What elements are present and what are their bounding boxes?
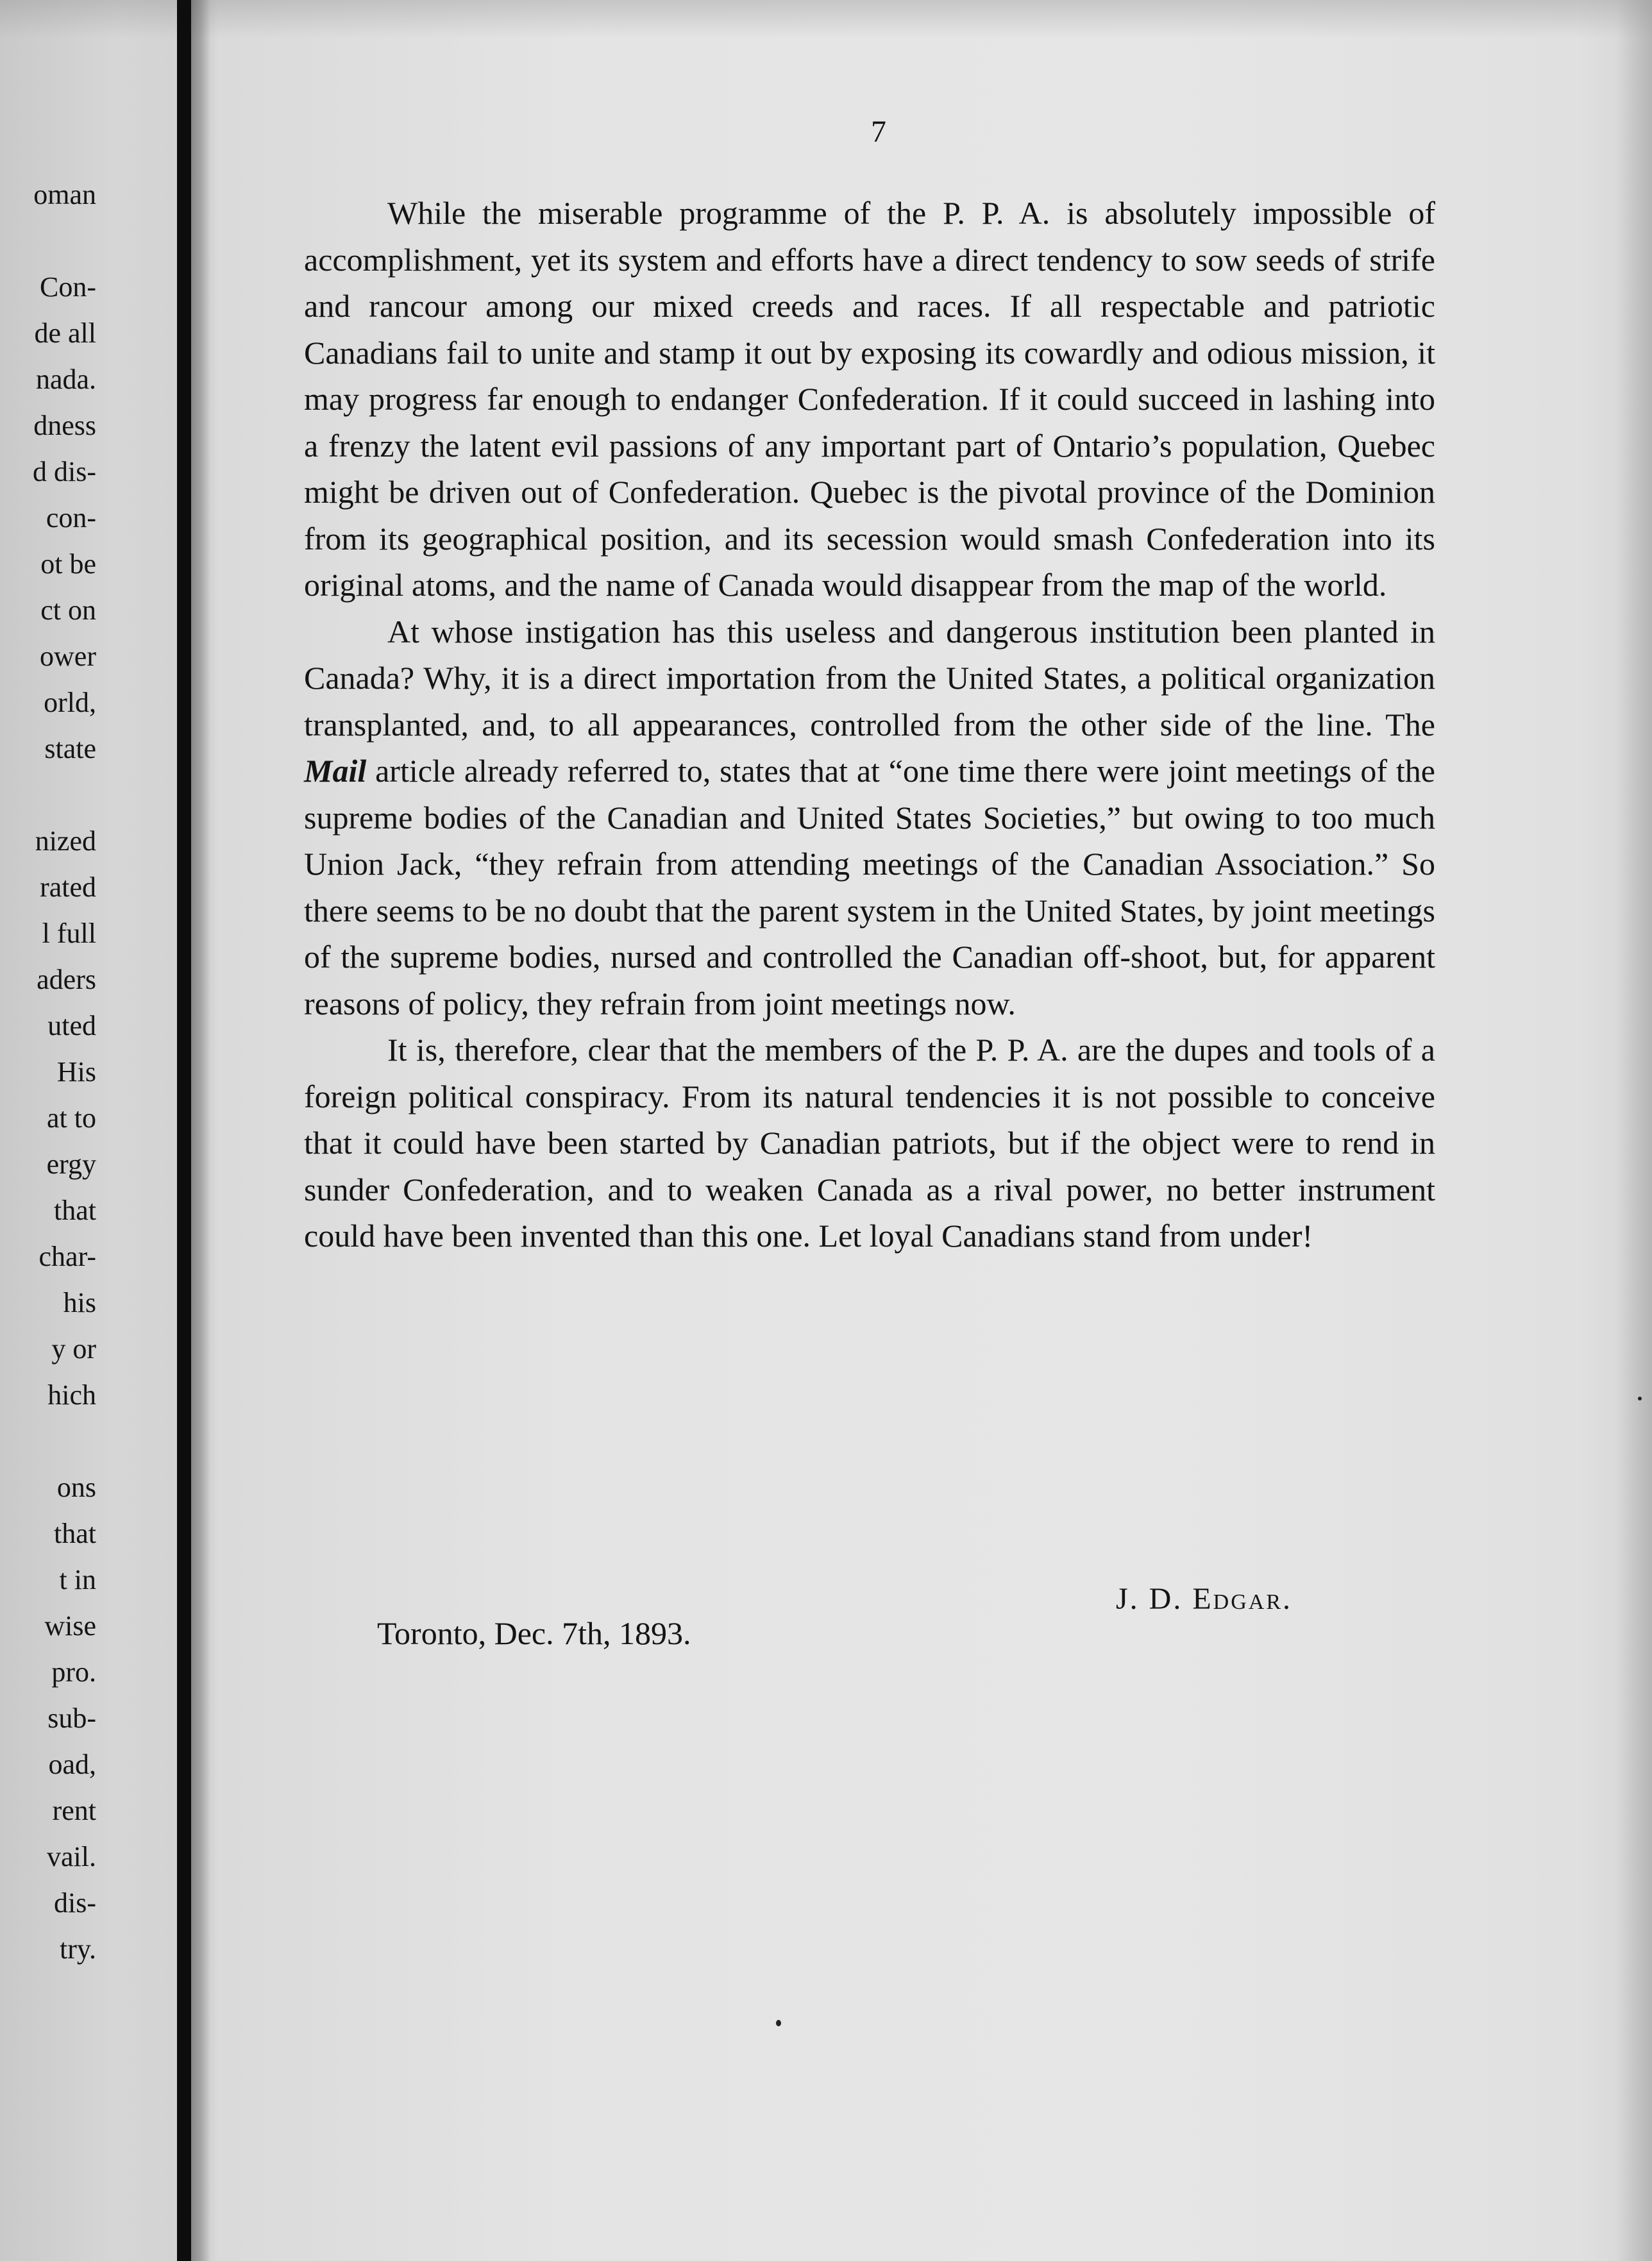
facing-page-fragment: pro. bbox=[51, 1656, 96, 1688]
scan-speck bbox=[1638, 1397, 1642, 1400]
page-edge-shadow bbox=[1616, 0, 1652, 2261]
facing-page-fragment: d dis- bbox=[33, 456, 96, 487]
scan-speck bbox=[776, 2020, 781, 2026]
facing-page-fragment: vail. bbox=[47, 1841, 96, 1872]
facing-page-fragments bbox=[0, 172, 96, 1972]
facing-page-fragment: his bbox=[63, 1287, 96, 1318]
signature: J. D. Edgar. bbox=[1116, 1582, 1293, 1616]
body-text bbox=[304, 190, 1435, 1259]
facing-page-fragment: orld, bbox=[44, 687, 96, 718]
facing-page-fragment: nized bbox=[35, 825, 96, 857]
facing-page-fragment: His bbox=[56, 1056, 96, 1088]
facing-page-fragment: nada. bbox=[35, 364, 96, 395]
facing-page-fragment: ons bbox=[56, 1472, 96, 1503]
book-spine bbox=[177, 0, 191, 2261]
facing-page-fragment: that bbox=[54, 1518, 96, 1549]
facing-page-fragment: de all bbox=[34, 317, 96, 349]
top-shadow bbox=[0, 0, 1652, 38]
facing-page-fragment: try. bbox=[59, 1933, 96, 1965]
paragraph: While the miserable programme of the P. P. A. is absolutely impossible of accomplishment, yet its system and efforts have a direct tendency to sow seeds of strife and rancour among our mixed creeds and races. If all respectable and patriotic Canadians fail to unite and stamp it out by exposing its cowardly and odious mission, it may progress far enough to endanger Confederation. If it could succeed in lashing into a frenzy the latent evil passions of any important part of Ontario’s population, Quebec might be driven out of Confederation. Quebec is the pivotal province of the Dominion from its geographical position, and its secession would smash Confederation into its original atoms, and the name of Canada would disappear from the map of the world. bbox=[304, 195, 1435, 603]
facing-page-fragment bbox=[0, 1418, 96, 1465]
facing-page-fragment: state bbox=[44, 733, 96, 764]
paragraph-text: article already referred to, states that at “one time there were joint meetings of the supreme bodies of the Canadian and United States Societies,” but owing to too much Union Jack, “they refrain from attending meetings of the Canadian Association.” So there seems to be no doubt that the parent system in the United States, by joint meetings of the supreme bodies, nursed and controlled the Canadian off-shoot, but, for apparent reasons of policy, they refrain from joint meetings now. bbox=[304, 753, 1435, 1021]
facing-page-fragment: y or bbox=[51, 1333, 96, 1365]
newspaper-title: Mail bbox=[304, 753, 367, 789]
facing-page-fragment: oman bbox=[33, 179, 96, 210]
facing-page-fragment: hich bbox=[47, 1379, 96, 1411]
paragraph bbox=[304, 609, 1435, 1027]
spine-shadow bbox=[191, 0, 210, 2261]
facing-page-fragment: aders bbox=[37, 964, 96, 995]
facing-page-fragment: at to bbox=[47, 1102, 96, 1134]
facing-page-fragment: oad, bbox=[48, 1749, 96, 1780]
facing-page-fragment: ower bbox=[40, 641, 96, 672]
facing-page-fragment: rated bbox=[40, 871, 96, 903]
facing-page-fragment: rent bbox=[52, 1795, 96, 1826]
facing-page-fragment: ct on bbox=[40, 594, 96, 626]
facing-page-fragment: uted bbox=[47, 1010, 96, 1041]
facing-page-fragment: char- bbox=[38, 1241, 96, 1272]
facing-page-fragment: l full bbox=[42, 918, 96, 949]
facing-page-fragment: dness bbox=[33, 410, 96, 441]
facing-page-fragment: ot be bbox=[40, 548, 96, 580]
dateline: Toronto, Dec. 7th, 1893. bbox=[377, 1615, 691, 1651]
facing-page-fragment bbox=[0, 218, 96, 264]
paragraph-text: At whose instigation has this useless and dangerous institution been planted in Canada? Why, it is a direct importation from the United States, a political organization transplanted, and, to all appearances, controlled from the other side of the line. The bbox=[304, 613, 1435, 743]
facing-page-fragment: sub- bbox=[47, 1702, 96, 1734]
facing-page-fragment: that bbox=[54, 1195, 96, 1226]
facing-page-fragment: t in bbox=[59, 1564, 96, 1595]
facing-page-fragment: dis- bbox=[54, 1887, 96, 1919]
facing-page-fragment: ergy bbox=[46, 1148, 96, 1180]
facing-page-fragment: Con- bbox=[40, 271, 96, 303]
facing-page-fragment bbox=[0, 772, 96, 818]
page-number: 7 bbox=[871, 115, 886, 149]
facing-page-fragment: con- bbox=[46, 502, 96, 534]
paragraph: It is, therefore, clear that the members of the P. P. A. are the dupes and tools of a foreign political conspiracy. From its natural tendencies it is not possible to conceive that it could have been started by Canadian patriots, but if the object were to rend in sunder Confederation, and to weaken Canada as a rival power, no better instrument could have been invented than this one. Let loyal Canadians stand from under! bbox=[304, 1032, 1435, 1254]
facing-page-fragment: wise bbox=[44, 1610, 96, 1642]
